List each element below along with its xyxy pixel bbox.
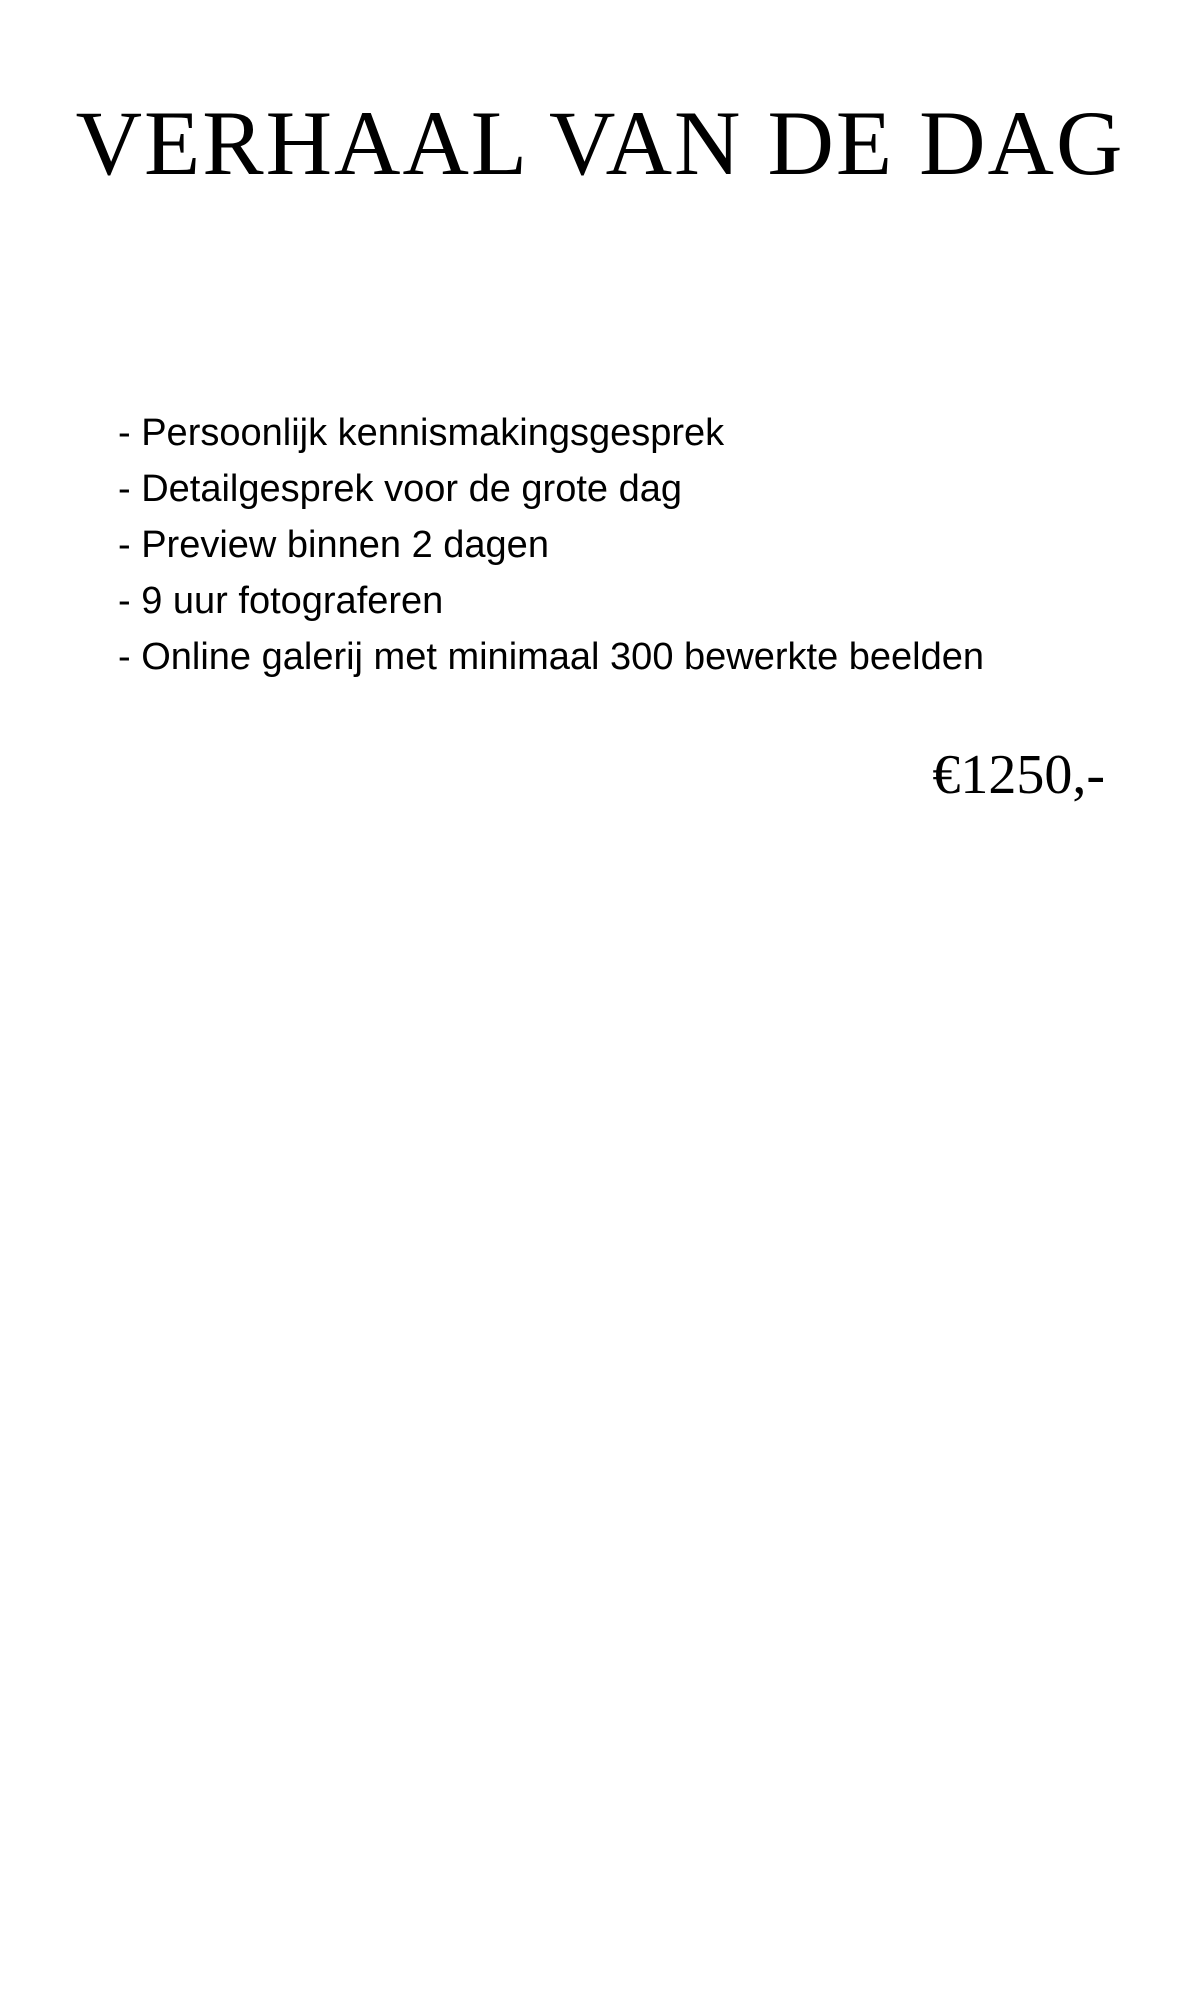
package-price: €1250,-: [932, 744, 1105, 806]
feature-item: - Persoonlijk kennismakingsgesprek: [118, 412, 725, 454]
feature-list: [118, 405, 984, 685]
feature-item: - Online galerij met minimaal 300 bewerkte beelden: [118, 636, 985, 678]
feature-item: - Preview binnen 2 dagen: [118, 524, 549, 566]
feature-item: - 9 uur fotograferen: [118, 580, 444, 622]
package-title: VERHAAL VAN DE DAG: [75, 92, 1125, 194]
feature-item: - Detailgesprek voor de grote dag: [118, 468, 682, 510]
